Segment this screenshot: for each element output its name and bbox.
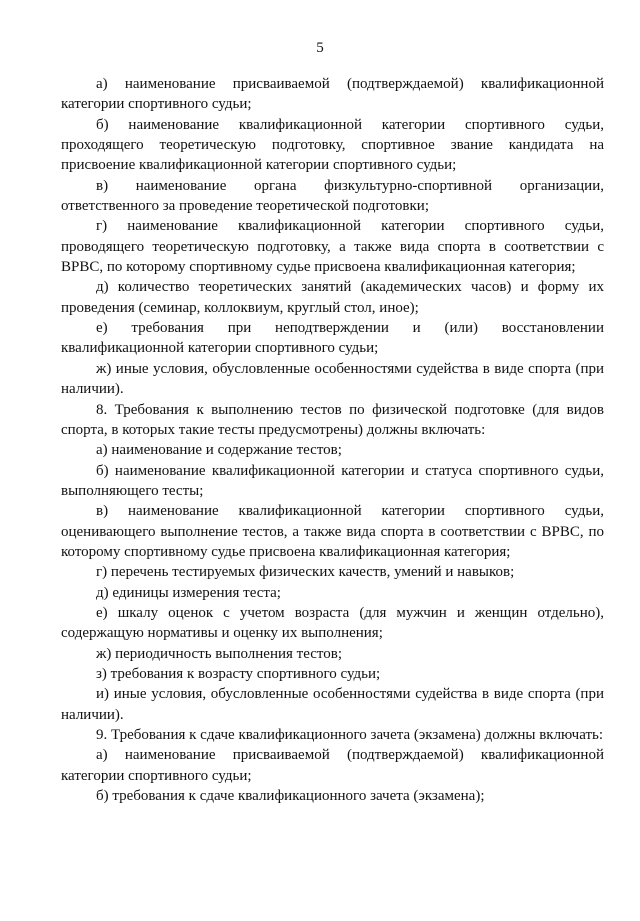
paragraph-7zh: ж) иные условия, обусловленные особенностями судейства в виде спорта (при наличии). (61, 360, 604, 398)
paragraph-8a: а) наименование и содержание тестов; (96, 442, 342, 459)
paragraph-8i: и) иные условия, обусловленные особенностями судейства в виде спорта (при наличии). (61, 686, 604, 723)
paragraph-7a: а) наименование присваиваемой (подтверждаемой) квалификационной категории спортивного судьи; (61, 76, 604, 113)
paragraph-9a: а) наименование присваиваемой (подтверждаемой) квалификационной категории спортивного судьи; (61, 747, 604, 784)
paragraph-7v: в) наименование органа физкультурно-спортивной организации, ответственного за проведение теоретической подготовки; (61, 177, 604, 215)
paragraph-7d: д) количество теоретических занятий (академических часов) и форму их проведения (семинар, коллоквиум, круглый стол, иное); (61, 279, 604, 316)
paragraph-8b: б) наименование квалификационной категории и статуса спортивного судьи, выполняющего тесты; (61, 462, 604, 499)
page-number: 5 (316, 40, 324, 56)
paragraph-8d: д) единицы измерения теста; (96, 584, 281, 601)
paragraph-8zh: ж) периодичность выполнения тестов; (96, 645, 343, 662)
paragraph-8g: г) перечень тестируемых физических качеств, умений и навыков; (96, 564, 515, 581)
paragraph-7e: е) требования при неподтверждении и (или) восстановлении квалификационной категории спортивного судьи; (61, 320, 604, 357)
paragraph-8v: в) наименование квалификационной категории спортивного судьи, оценивающего выполнение тестов, а также вида спорта в соответствии с ВРВС, по которому спортивному судье присвоена квалификационная категория; (61, 503, 604, 560)
paragraph-9: 9. Требования к сдаче квалификационного зачета (экзамена) должны включать: (96, 727, 604, 743)
paragraph-7b: б) наименование квалификационной категории спортивного судьи, проходящего теоретическую подготовку, спортивное звание кандидата на присвоение квалификационной категории спортивного судьи; (61, 116, 604, 174)
paragraph-8z: з) требования к возрасту спортивного судьи; (96, 665, 381, 682)
paragraph-9b: б) требования к сдаче квалификационного зачета (экзамена); (96, 788, 485, 805)
document-body (61, 74, 604, 806)
paragraph-8: 8. Требования к выполнению тестов по физической подготовке (для видов спорта, в которых такие тесты предусмотрены) должны включать: (61, 401, 604, 438)
paragraph-7g: г) наименование квалификационной категории спортивного судьи, проводящего теоретическую подготовку, а также вида спорта в соответствии с ВРВС, по которому спортивному судье присвоена квалификационная категория; (61, 218, 604, 276)
paragraph-8e: е) шкалу оценок с учетом возраста (для мужчин и женщин отдельно), содержащую нормативы и оценку их выполнения; (61, 604, 604, 642)
